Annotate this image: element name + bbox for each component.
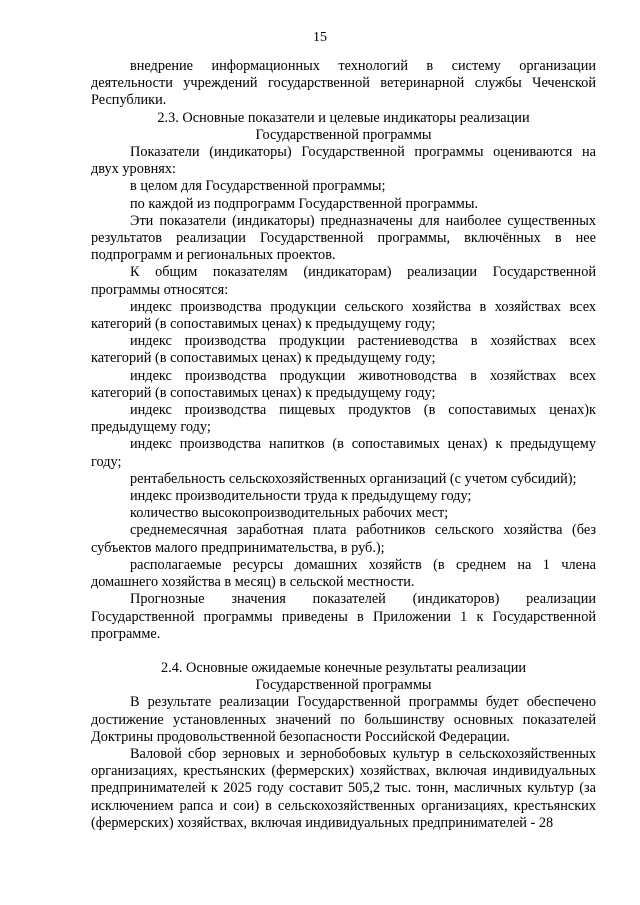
section-2-4-heading-line1: 2.4. Основные ожидаемые конечные результаты реализации <box>161 659 526 676</box>
indicator-item: индекс производства пищевых продуктов (в сопоставимых ценах)к предыдущему году; <box>91 402 596 436</box>
indicator-item: индекс производства продукции животноводства в хозяйствах всех категорий (в сопоставимых ценах) к предыдущему году; <box>91 367 596 401</box>
indicators-purpose: Эти показатели (индикаторы) предназначены для наиболее существенных результатов реализации Государственной программы, включённых в нее подпрограмм и региональных проектов. <box>91 212 596 264</box>
harvest-paragraph: Валовой сбор зерновых и зернобобовых культур в сельскохозяйственных организациях, крестьянских (фермерских) хозяйствах, включая индивидуальных предпринимателей к 2025 году составит 505,2 тыс. тонн, масличных культур (за исключением рапса и сои) в сельскохозяйственных организациях, крестьянских (фермерских) хозяйствах, включая индивидуальных предпринимателей - 28 <box>91 745 596 831</box>
indicator-item: располагаемые ресурсы домашних хозяйств (в среднем на 1 члена домашнего хозяйства в месяц) в сельской местности. <box>91 556 596 591</box>
level-item: по каждой из подпрограмм Государственной программы. <box>130 195 479 212</box>
general-indicators-intro: К общим показателям (индикаторам) реализации Государственной программы относятся: <box>91 264 596 298</box>
indicator-item: индекс производства продукции растениеводства в хозяйствах всех категорий (в сопоставимых ценах) к предыдущему году; <box>91 333 596 367</box>
indicator-item: среднемесячная заработная плата работников сельского хозяйства (без субъектов малого предпринимательства, в руб.); <box>91 522 596 556</box>
indicator-item: количество высокопроизводительных рабочих мест; <box>130 505 449 522</box>
indicators-intro: Показатели (индикаторы) Государственной программы оцениваются на двух уровнях: <box>91 144 596 178</box>
page-number: 15 <box>313 30 327 45</box>
section-2-4-heading-line2: Государственной программы <box>255 677 432 694</box>
indicator-item: индекс производительности труда к предыдущему году; <box>130 488 472 505</box>
indicator-item: рентабельность сельскохозяйственных организаций (с учетом субсидий); <box>130 470 577 487</box>
indicator-item: индекс производства напитков (в сопоставимых ценах) к предыдущему году; <box>91 436 596 470</box>
page-body <box>91 58 596 832</box>
level-item: в целом для Государственной программы; <box>130 178 386 195</box>
indicator-item: индекс производства продукции сельского хозяйства в хозяйствах всех категорий (в сопоставимых ценах) к предыдущему году; <box>91 298 596 333</box>
forecast-note: Прогнозные значения показателей (индикаторов) реализации Государственной программы приведены в Приложении 1 к Государственной программе. <box>91 591 596 642</box>
continuation-paragraph: внедрение информационных технологий в систему организации деятельности учреждений государственной ветеринарной службы Чеченской Республики. <box>91 58 596 109</box>
section-spacer <box>91 643 596 660</box>
results-paragraph: В результате реализации Государственной программы будет обеспечено достижение установленных значений по большинству основных показателей Доктрины продовольственной безопасности Российской Федерации. <box>91 694 596 745</box>
section-2-3-heading-line1: 2.3. Основные показатели и целевые индикаторы реализации <box>157 109 530 126</box>
section-2-3-heading-line2: Государственной программы <box>255 126 432 143</box>
